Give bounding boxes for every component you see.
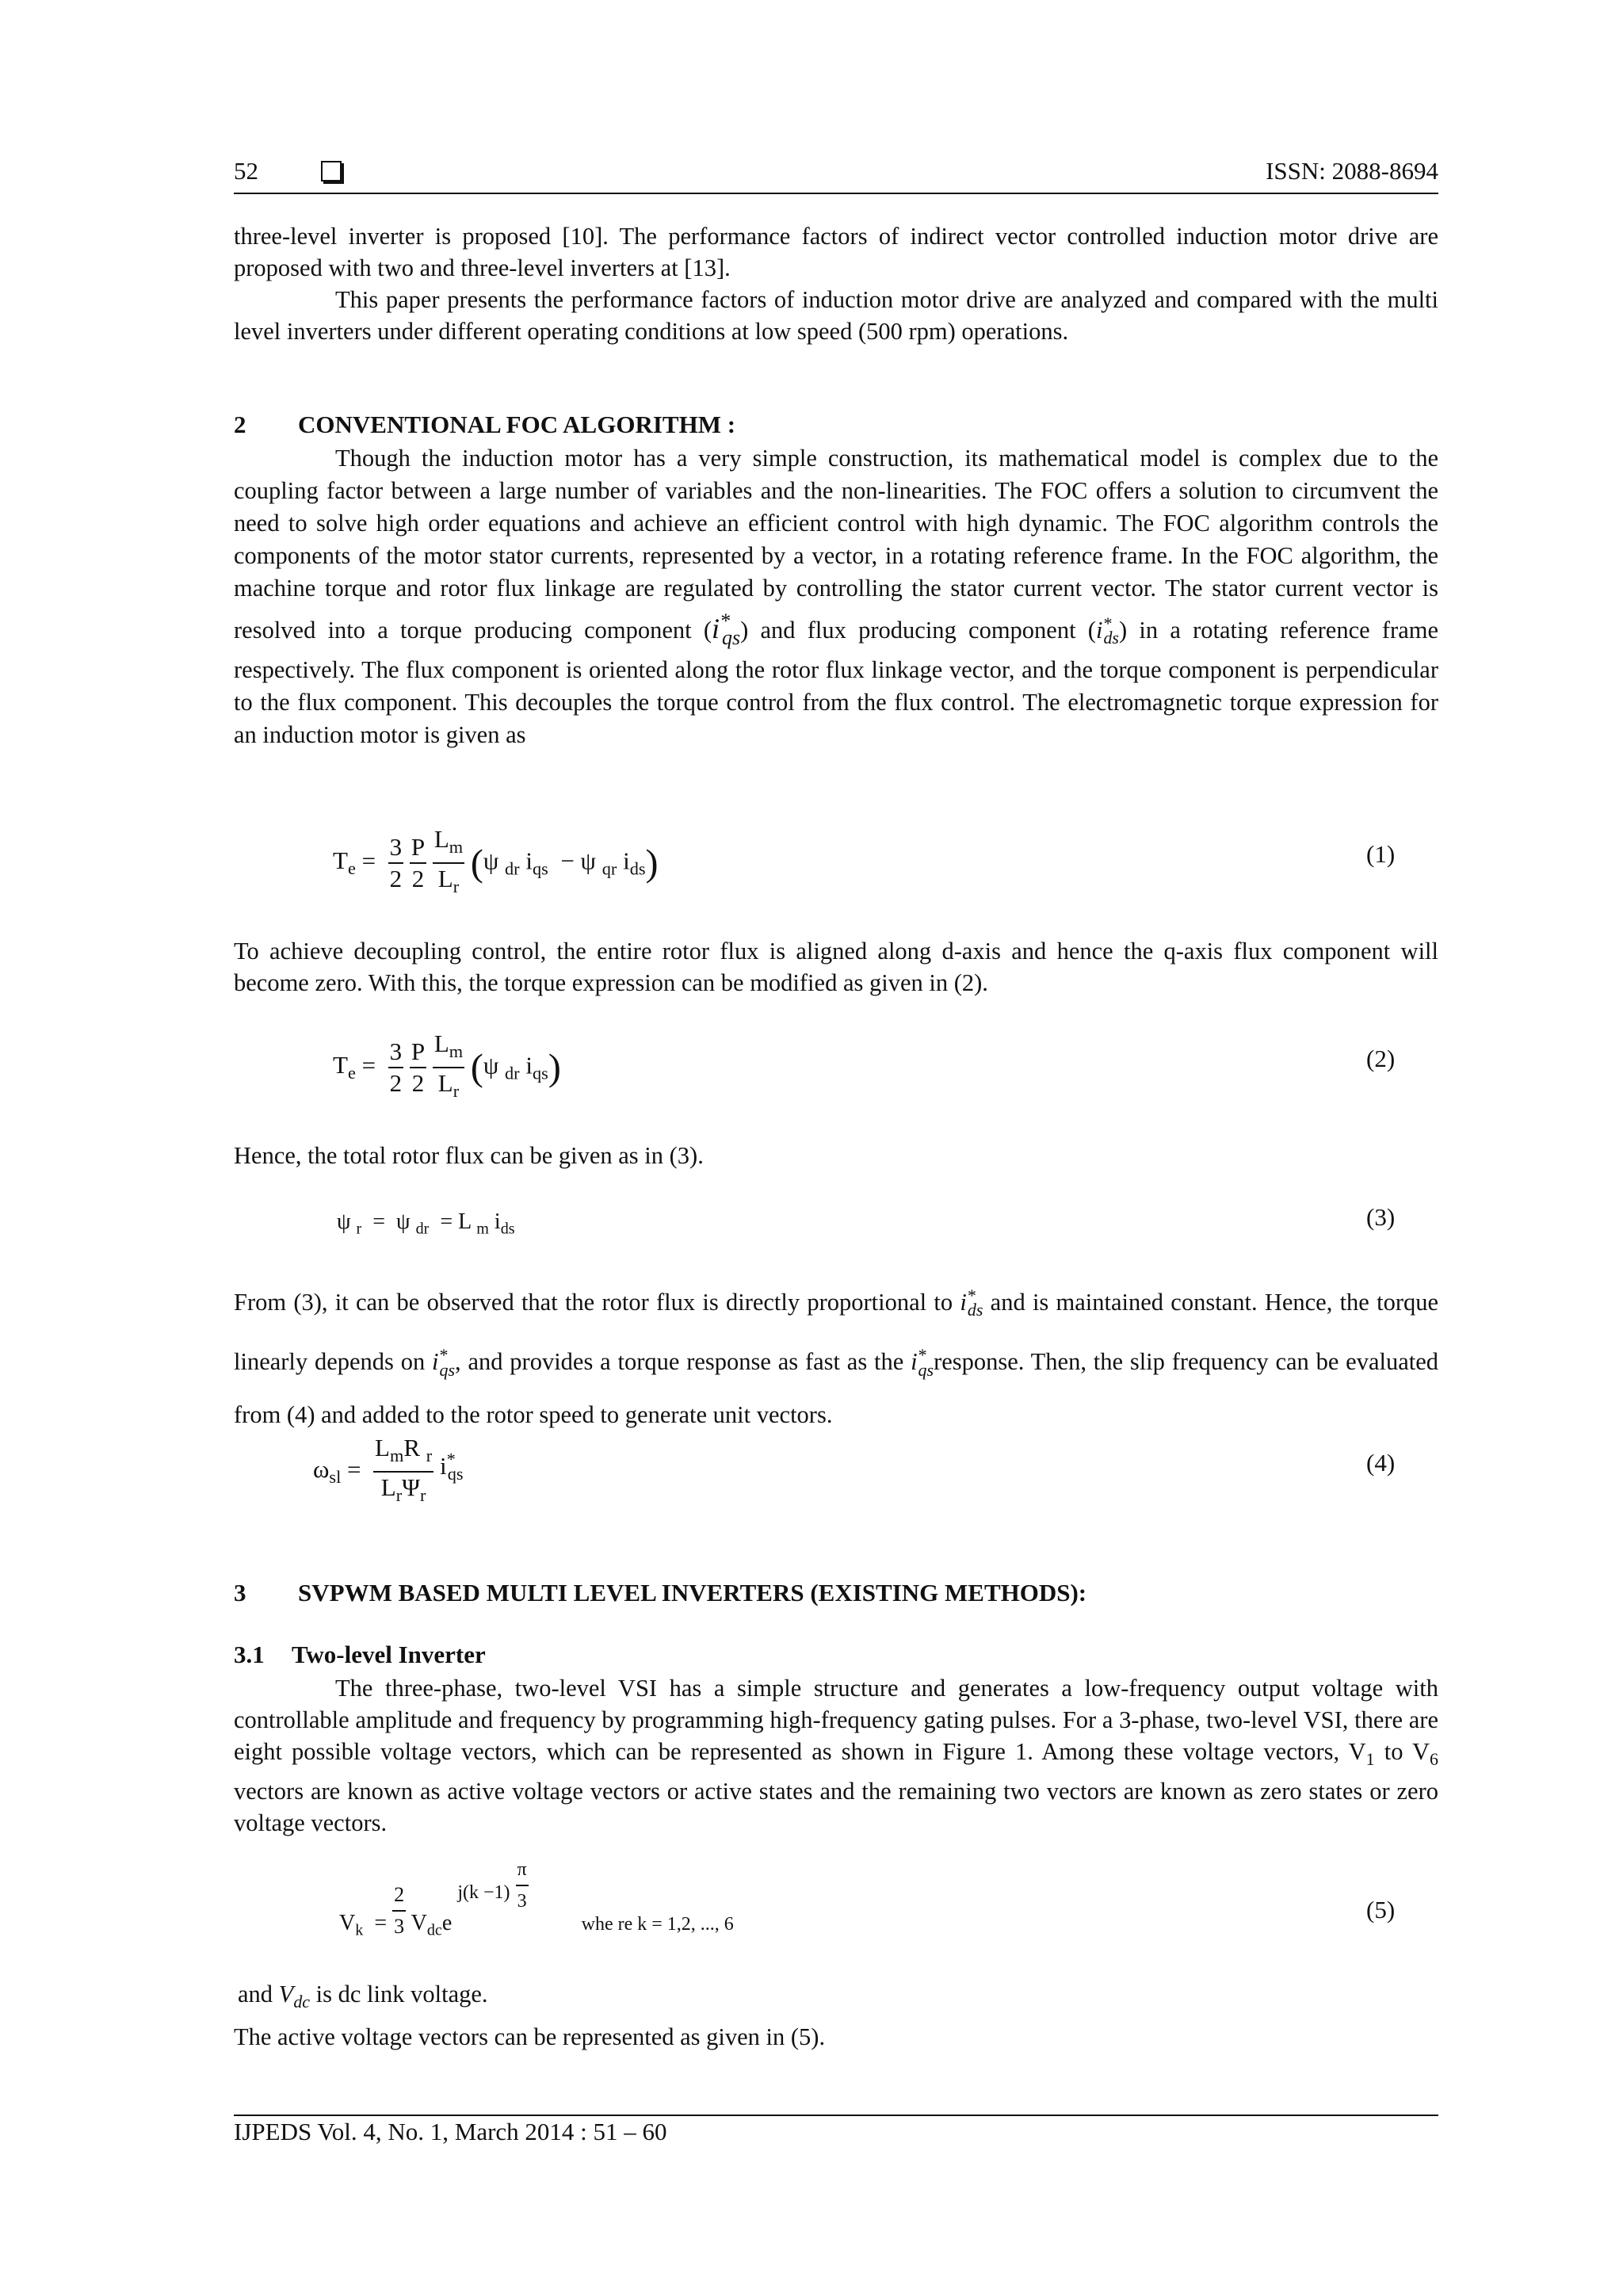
equation-5-number: (5) xyxy=(1366,1896,1396,1924)
i-ds-star-symbol: $i^*_{ds}$ xyxy=(960,1286,983,1320)
equation-3: ψ $_r$ = ψ $_{dr}$ = L $_m$ $i_{ds}$ xyxy=(337,1209,515,1238)
intro-paragraph-2: This paper presents the performance factors of induction motor drive are analyzed and compared with the multi level inverters under different operating conditions at low speed (500 rpm) operations. xyxy=(234,286,1438,345)
section-2-paragraph-4: From (3), it can be observed that the rotor flux is directly proportional to $i^*_{ds}$ and is maintained constant. Hence, the torque linearly depends on $i^*_{qs}$, and provides a torque response as fast as the $i^*_{qs}response$. Then, the slip frequency can be evaluated from (4) and added to the rotor speed to generate unit vectors. xyxy=(234,1286,1439,1428)
section-3-paragraph-3: The active voltage vectors can be represented as given in (5). xyxy=(234,2023,826,2050)
equation-5: $V_k$ = $\frac{2}{3}$ $V_{dc}e$ j(k −1) $\frac{\pi}{3}$ whe re k = 1,2, ..., 6 xyxy=(339,1862,734,1924)
i-ds-star-symbol: $i^*_{ds}$ xyxy=(1095,613,1119,648)
v-dc-symbol: $V_{dc}$ xyxy=(278,1981,311,2012)
footer-rule xyxy=(234,2115,1438,2116)
section-3-paragraph-2: and $V_{dc}$ is dc link voltage. xyxy=(238,1981,488,2012)
section-2-title: CONVENTIONAL FOC ALGORITHM : xyxy=(298,411,736,438)
section-3-paragraph-1: The three-phase, two-level VSI has a simple structure and generates a low-frequency output voltage with controllable amplitude and frequency by programming high-frequency gating pulses. For a 3-phase, two-level VSI, there are eight possible voltage vectors, which can be represented as shown in Figure 1. Among these voltage vectors, $V_1$ to $V_6$ vectors are known as active voltage vectors or active states and the remaining two vectors are known as zero states or zero voltage vectors. xyxy=(234,1675,1438,1837)
intro-text xyxy=(234,220,1438,347)
equation-3-number: (3) xyxy=(1366,1203,1396,1231)
equation-4-number: (4) xyxy=(1366,1449,1396,1477)
subsection-3-1-number: 3.1 xyxy=(234,1641,265,1668)
equation-1-number: (1) xyxy=(1366,840,1396,868)
section-2-paragraph-2: To achieve decoupling control, the entire rotor flux is aligned along d-axis and hence the q-axis flux component will become zero. With this, the torque expression can be modified as given in (2). xyxy=(234,938,1438,996)
section-3-number: 3 xyxy=(234,1579,246,1606)
equation-1: $T_e$ = $\frac{3}{2}$ $\frac{P}{2}$ $\frac{L_m}{L_r}$ (ψ $_{dr}$ $i_{qs} - \psi$ $_{qr}$ $i_{ds}$) xyxy=(333,825,659,897)
section-2-paragraph-3: Hence, the total rotor flux can be given as in (3). xyxy=(234,1142,704,1169)
i-qs-star-symbol: $i^*_{qs}$ xyxy=(712,609,741,650)
intro-paragraph-1: three-level inverter is proposed [10]. The performance factors of indirect vector controlled induction motor drive are proposed with two and three-level inverters at [13]. xyxy=(234,223,1438,281)
i-qs-star-symbol: $i^*_{qs}$ xyxy=(911,1345,934,1380)
header-rule xyxy=(234,193,1438,194)
equation-2-number: (2) xyxy=(1366,1045,1396,1072)
checkbox-square-icon xyxy=(321,161,342,181)
equation-4: $\omega_{sl}$ = $\frac{L_mR _r}{L_r\Psi_r}$ $i^*_{qs}$ xyxy=(313,1434,464,1506)
subsection-3-1-title: Two-level Inverter xyxy=(292,1641,486,1668)
footer-citation: IJPEDS Vol. 4, No. 1, March 2014 : 51 – 60 xyxy=(234,2118,667,2145)
i-qs-star-symbol: $i^*_{qs}$ xyxy=(432,1345,456,1380)
section-2-paragraph-1: Though the induction motor has a very simple construction, its mathematical model is complex due to the coupling factor between a large number of variables and the non-linearities. The FOC offers a solution to circumvent the need to solve high order equations and achieve an efficient control with high dynamic. The FOC algorithm controls the components of the motor stator currents, represented by a vector, in a rotating reference frame. In the FOC algorithm, the machine torque and rotor flux linkage are regulated by controlling the stator current vector. The stator current vector is resolved into a torque producing component $(i^*_{qs})$ and flux producing component $(i^*_{ds})$ in a rotating reference frame respectively. The flux component is oriented along the rotor flux linkage vector, and the torque component is perpendicular to the flux component. This decouples the torque control from the flux control. The electromagnetic torque expression for an induction motor is given as xyxy=(234,445,1438,749)
page-number: 52 xyxy=(234,157,258,185)
equation-2: $T_e$ = $\frac{3}{2}$ $\frac{P}{2}$ $\frac{L_m}{L_r}$ (ψ $_{dr}$ $i_{qs}$) xyxy=(333,1030,561,1102)
issn: ISSN: 2088-8694 xyxy=(1266,157,1438,185)
section-3-title: SVPWM BASED MULTI LEVEL INVERTERS (EXISTING METHODS): xyxy=(298,1579,1087,1606)
section-2-number: 2 xyxy=(234,411,246,438)
